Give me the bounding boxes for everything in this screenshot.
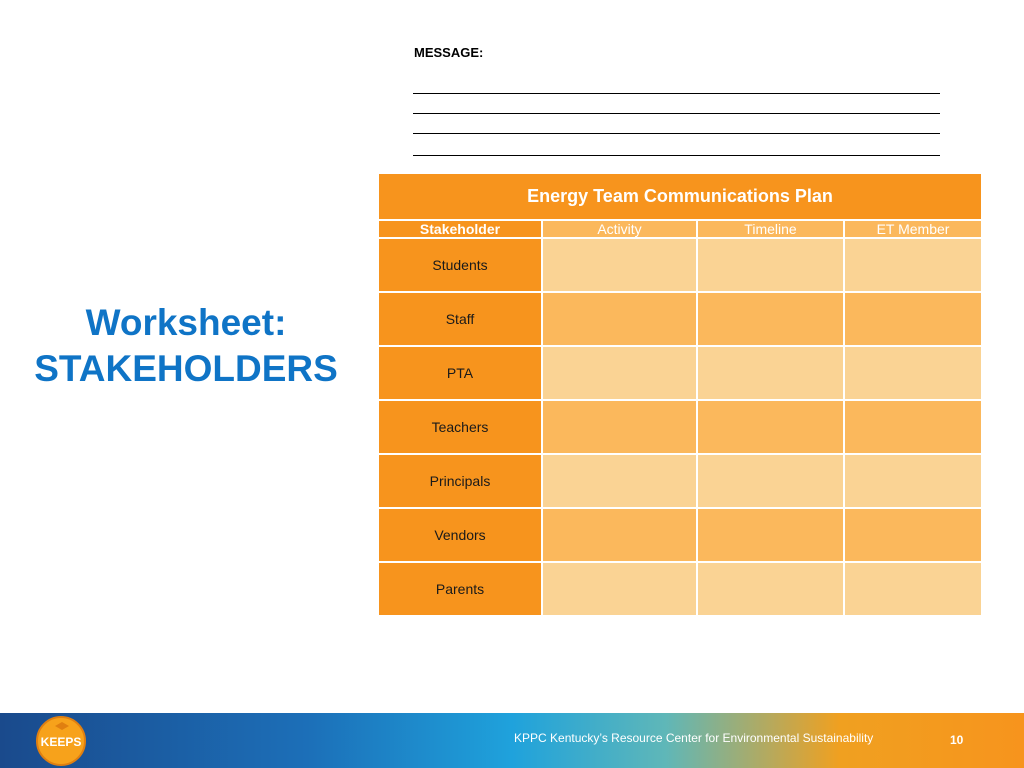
message-line xyxy=(413,155,940,156)
slide-title-line2: STAKEHOLDERS xyxy=(34,348,338,389)
graduation-cap-icon xyxy=(55,722,69,730)
timeline-cell[interactable] xyxy=(697,292,844,346)
table-header-row xyxy=(378,220,982,238)
timeline-cell[interactable] xyxy=(697,238,844,292)
et-member-cell[interactable] xyxy=(844,292,982,346)
et-member-cell[interactable] xyxy=(844,508,982,562)
stakeholder-cell: Teachers xyxy=(378,400,542,454)
activity-cell[interactable] xyxy=(542,562,697,616)
table-row xyxy=(378,562,982,616)
timeline-cell[interactable] xyxy=(697,454,844,508)
table-row xyxy=(378,508,982,562)
message-line xyxy=(413,113,940,114)
activity-cell[interactable] xyxy=(542,238,697,292)
communications-plan-table xyxy=(377,172,983,617)
timeline-cell[interactable] xyxy=(697,346,844,400)
table-row xyxy=(378,346,982,400)
stakeholder-cell: Vendors xyxy=(378,508,542,562)
table-row xyxy=(378,454,982,508)
et-member-cell[interactable] xyxy=(844,346,982,400)
column-header-stakeholder: Stakeholder xyxy=(378,220,542,238)
page-number: 10 xyxy=(950,733,964,747)
stakeholder-cell: PTA xyxy=(378,346,542,400)
activity-cell[interactable] xyxy=(542,292,697,346)
column-header-et-member: ET Member xyxy=(844,220,982,238)
table-row xyxy=(378,238,982,292)
column-header-timeline: Timeline xyxy=(697,220,844,238)
slide-title xyxy=(10,300,362,392)
keeps-logo xyxy=(36,716,86,766)
table-row xyxy=(378,400,982,454)
stakeholder-cell: Parents xyxy=(378,562,542,616)
activity-cell[interactable] xyxy=(542,508,697,562)
stakeholder-cell: Staff xyxy=(378,292,542,346)
message-line xyxy=(413,133,940,134)
et-member-cell[interactable] xyxy=(844,562,982,616)
footer-org-text: KPPC Kentucky’s Resource Center for Environmental Sustainability xyxy=(514,731,874,745)
activity-cell[interactable] xyxy=(542,346,697,400)
slide-title-line1: Worksheet: xyxy=(85,302,287,343)
message-label: MESSAGE: xyxy=(414,45,484,60)
et-member-cell[interactable] xyxy=(844,238,982,292)
stakeholder-cell: Students xyxy=(378,238,542,292)
stakeholder-cell: Principals xyxy=(378,454,542,508)
et-member-cell[interactable] xyxy=(844,454,982,508)
et-member-cell[interactable] xyxy=(844,400,982,454)
timeline-cell[interactable] xyxy=(697,508,844,562)
activity-cell[interactable] xyxy=(542,400,697,454)
message-line xyxy=(413,93,940,94)
activity-cell[interactable] xyxy=(542,454,697,508)
table-row xyxy=(378,292,982,346)
column-header-activity: Activity xyxy=(542,220,697,238)
logo-text: KEEPS xyxy=(40,735,82,749)
timeline-cell[interactable] xyxy=(697,562,844,616)
timeline-cell[interactable] xyxy=(697,400,844,454)
table-title: Energy Team Communications Plan xyxy=(378,173,982,220)
